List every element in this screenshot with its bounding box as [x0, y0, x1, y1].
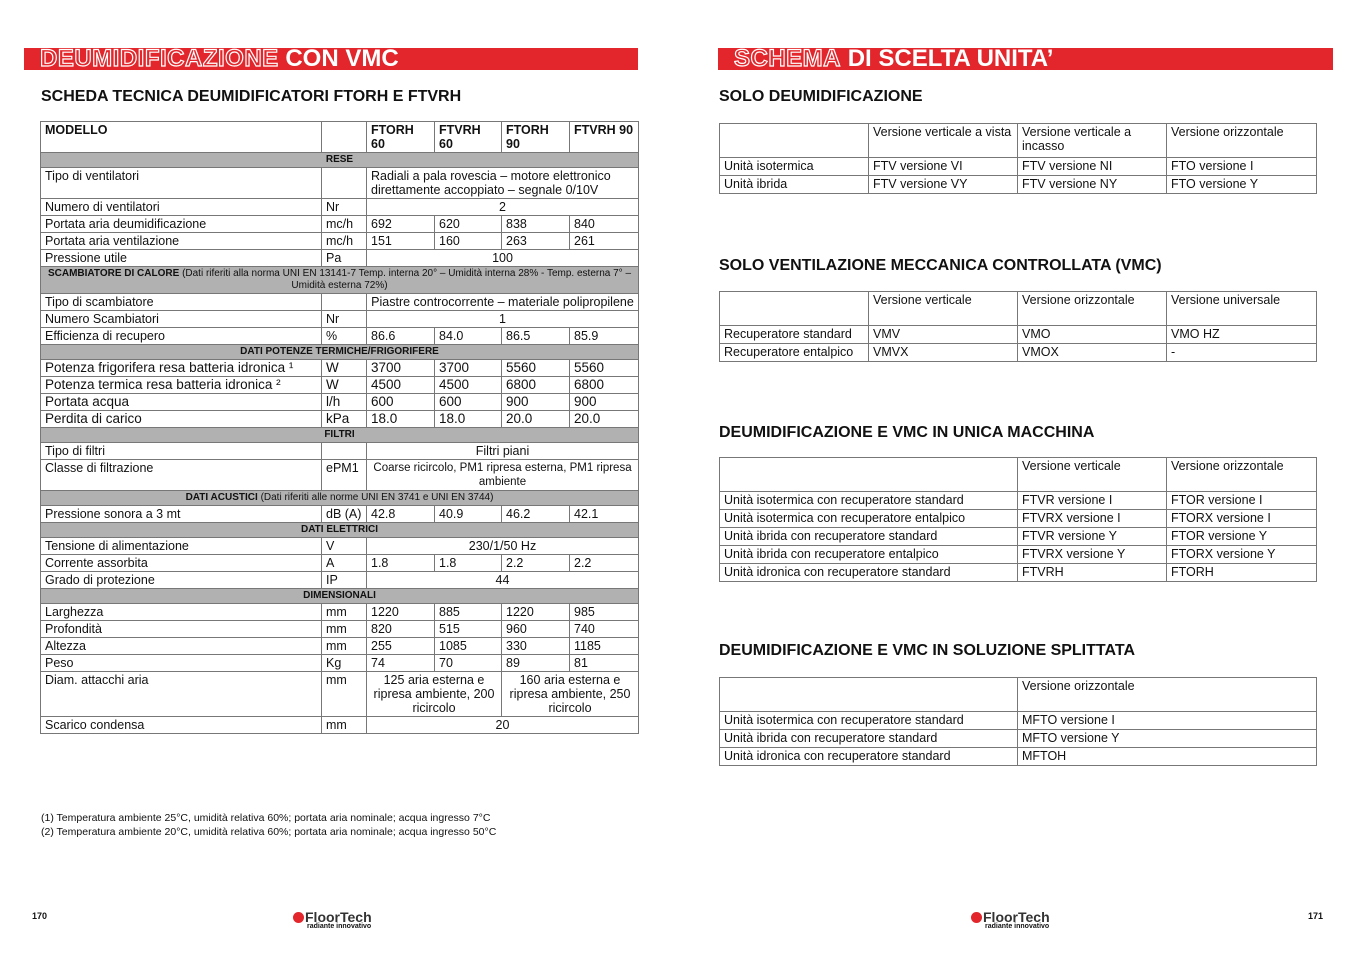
table-solo-deum — [719, 123, 1317, 194]
t3-title: DEUMIDIFICAZIONE E VMC IN UNICA MACCHINA — [719, 424, 1095, 441]
left-title: SCHEDA TECNICA DEUMIDIFICATORI FTORH E FTVRH — [41, 88, 462, 105]
table-unica-macchina — [719, 457, 1317, 582]
table-splittata — [719, 677, 1317, 766]
t2-title: SOLO VENTILAZIONE MECCANICA CONTROLLATA (VMC) — [719, 257, 1162, 274]
logo-right: FloorTech radiante innovativo — [971, 909, 1061, 930]
table-row: Pressione utile Pa 100 — [41, 250, 639, 267]
section-acustici: DATI ACUSTICI (Dati riferiti alle norme UNI EN 3741 e UNI EN 3744) — [41, 491, 639, 506]
footnotes — [41, 811, 496, 839]
page-number-right: 171 — [1308, 911, 1324, 921]
table-row: Corrente assorbita A 1.8 1.8 2.2 2.2 — [41, 555, 639, 572]
table-row: Grado di protezione IP 44 — [41, 572, 639, 589]
table-row: Tensione di alimentazione V 230/1/50 Hz — [41, 538, 639, 555]
t4-title: DEUMIDIFICAZIONE E VMC IN SOLUZIONE SPLITTATA — [719, 642, 1135, 659]
table-row: Potenza frigorifera resa batteria idronica ¹ W 3700 3700 5560 5560 — [41, 360, 639, 377]
table-row: Unità ibrida con recuperatore entalpico FTVRX versione Y FTORX versione Y — [720, 546, 1317, 564]
table-row: Profondità mm 820 515 960 740 — [41, 621, 639, 638]
section-elettrici: DATI ELETTRICI — [41, 523, 639, 538]
spec-table — [40, 121, 639, 734]
table-row: Unità isotermica con recuperatore standard FTVR versione I FTOR versione I — [720, 492, 1317, 510]
table-row: Altezza mm 255 1085 330 1185 — [41, 638, 639, 655]
table-row: Pressione sonora a 3 mt dB (A) 42.8 40.9 46.2 42.1 — [41, 506, 639, 523]
left-banner — [24, 48, 638, 70]
banner-outline-text: SCHEMA — [734, 48, 842, 70]
table-row: Portata aria ventilazione mc/h 151 160 263 261 — [41, 233, 639, 250]
table-row: Larghezza mm 1220 885 1220 985 — [41, 604, 639, 621]
logo-dot-icon — [971, 912, 982, 923]
page-number-left: 170 — [32, 911, 48, 921]
table-header-row: Versione verticale a vista Versione verticale a incasso Versione orizzontale — [720, 124, 1317, 158]
table-row: Unità idronica con recuperatore standard FTVRH FTORH — [720, 564, 1317, 582]
table-row: Unità idronica con recuperatore standard MFTOH — [720, 748, 1317, 766]
logo-dot-icon — [293, 912, 304, 923]
table-row: Tipo di filtri Filtri piani — [41, 443, 639, 460]
table-row: Efficienza di recupero % 86.6 84.0 86.5 85.9 — [41, 328, 639, 345]
table-row: Recuperatore standard VMV VMO VMO HZ — [720, 326, 1317, 344]
table-row: Unità isotermica FTV versione VI FTV versione NI FTO versione I — [720, 158, 1317, 176]
table-row: Unità isotermica con recuperatore standard MFTO versione I — [720, 712, 1317, 730]
section-potenze: DATI POTENZE TERMICHE/FRIGORIFERE — [41, 345, 639, 360]
table-row: Numero Scambiatori Nr 1 — [41, 311, 639, 328]
section-rese: RESE — [41, 153, 639, 168]
section-filtri: FILTRI — [41, 428, 639, 443]
banner-solid-text: DI SCELTA UNITA’ — [847, 48, 1054, 70]
table-row: Unità ibrida con recuperatore standard MFTO versione Y — [720, 730, 1317, 748]
t1-title: SOLO DEUMIDIFICAZIONE — [719, 88, 923, 105]
section-dimensionali: DIMENSIONALI — [41, 589, 639, 604]
banner-outline-text: DEUMIDIFICAZIONE — [40, 48, 279, 70]
table-row: Unità isotermica con recuperatore entalpico FTVRX versione I FTORX versione I — [720, 510, 1317, 528]
footnote-2: (2) Temperatura ambiente 20°C, umidità relativa 60%; portata aria nominale; acqua ingresso 50°C — [41, 826, 497, 838]
table-header-row: MODELLO FTORH 60 FTVRH 60 FTORH 90 FTVRH 90 — [41, 122, 639, 153]
table-row: Peso Kg 74 70 89 81 — [41, 655, 639, 672]
table-row: Potenza termica resa batteria idronica ² W 4500 4500 6800 6800 — [41, 377, 639, 394]
table-row: Classe di filtrazione ePM1 Coarse ricircolo, PM1 ripresa esterna, PM1 ripresa ambiente — [41, 460, 639, 491]
table-row: Recuperatore entalpico VMVX VMOX - — [720, 344, 1317, 362]
table-header-row: Versione verticale Versione orizzontale Versione universale — [720, 292, 1317, 326]
table-row: Tipo di ventilatori Radiali a pala rovescia – motore elettronico direttamente accoppiato – segnale 0/10V — [41, 168, 639, 199]
table-header-row: Versione verticale Versione orizzontale — [720, 458, 1317, 492]
table-header-row: Versione orizzontale — [720, 678, 1317, 712]
table-solo-vmc — [719, 291, 1317, 362]
table-row: Portata acqua l/h 600 600 900 900 — [41, 394, 639, 411]
table-row: Perdita di carico kPa 18.0 18.0 20.0 20.0 — [41, 411, 639, 428]
table-row: Unità ibrida FTV versione VY FTV versione NY FTO versione Y — [720, 176, 1317, 194]
banner-solid-text: CON VMC — [285, 48, 399, 70]
right-banner — [718, 48, 1333, 70]
logo-left: FloorTech radiante innovativo — [293, 909, 383, 930]
table-row: Unità ibrida con recuperatore standard FTVR versione Y FTOR versione Y — [720, 528, 1317, 546]
footnote-1: (1) Temperatura ambiente 25°C, umidità relativa 60%; portata aria nominale; acqua ingresso 7°C — [41, 812, 491, 824]
table-row: Scarico condensa mm 20 — [41, 717, 639, 734]
table-row: Tipo di scambiatore Piastre controcorrente – materiale polipropilene — [41, 294, 639, 311]
table-row: Numero di ventilatori Nr 2 — [41, 199, 639, 216]
table-row: Diam. attacchi aria mm 125 aria esterna e ripresa ambiente, 200 ricircolo 160 aria esterna e ripresa ambiente, 250 ricircolo — [41, 672, 639, 717]
section-scambiatore: SCAMBIATORE DI CALORE (Dati riferiti alla norma UNI EN 13141-7 Temp. interna 20° – Umidità interna 28% - Temp. esterna 7° – Umidità esterna 72%) — [41, 267, 639, 294]
table-row: Portata aria deumidificazione mc/h 692 620 838 840 — [41, 216, 639, 233]
